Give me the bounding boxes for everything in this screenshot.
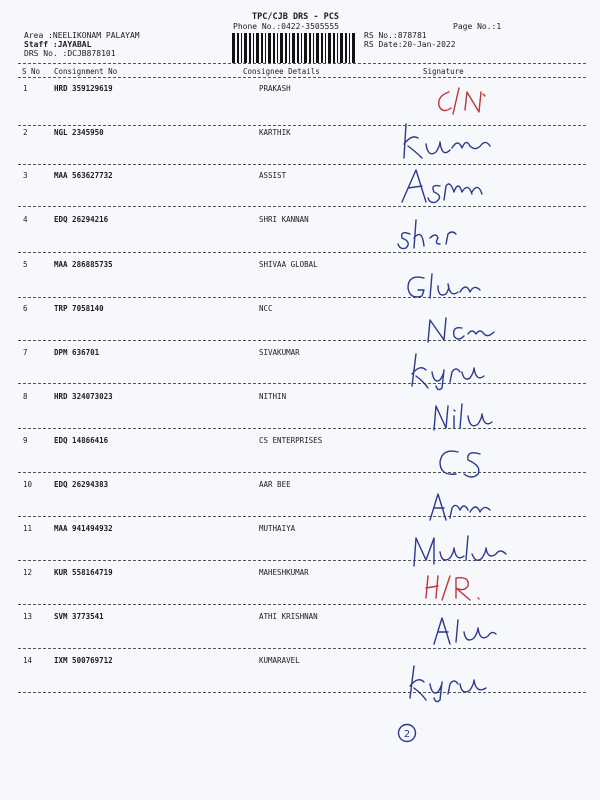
row-sno: 8 [23, 392, 28, 401]
row-consignee: SHIVAA GLOBAL [259, 260, 318, 269]
barcode-bar [244, 33, 247, 63]
row-consignment: IXM 500769712 [54, 656, 113, 665]
barcode-bar [297, 33, 299, 63]
row-consignment: KUR 558164719 [54, 568, 113, 577]
row-sno: 13 [23, 612, 33, 621]
row-consignee: AAR BEE [259, 480, 291, 489]
row-consignee: ASSIST [259, 171, 287, 180]
signature-row-4 [396, 214, 486, 254]
area-field: Area :NEELIKONAM PALAYAM [24, 31, 140, 40]
barcode-bar [340, 33, 343, 63]
row-consignment: EDQ 26294216 [54, 215, 109, 224]
row-divider [18, 472, 586, 473]
barcode-bar [232, 33, 235, 63]
divider [18, 63, 586, 64]
row-sno: 3 [23, 171, 28, 180]
barcode-bar [349, 33, 350, 63]
circled-number-stamp [396, 722, 418, 744]
barcode-bar [321, 33, 323, 63]
barcode-bar [301, 33, 302, 63]
signature-row-11 [410, 530, 510, 570]
barcode-bar [249, 33, 251, 63]
row-sno: 6 [23, 304, 28, 313]
barcode-bar [313, 33, 314, 63]
barcode-bar [352, 33, 355, 63]
rs-number: RS No.:878781 [364, 31, 427, 40]
row-sno: 2 [23, 128, 28, 137]
signature-row-6 [424, 314, 504, 344]
barcode-bar [337, 33, 338, 63]
row-divider [18, 383, 586, 384]
row-consignment: HRD 324073023 [54, 392, 113, 401]
signature-row-5 [404, 270, 494, 304]
barcode-bar [237, 33, 239, 63]
row-divider [18, 297, 586, 298]
barcode-bar [333, 33, 335, 63]
row-divider [18, 206, 586, 207]
signature-row-2 [398, 122, 498, 162]
col-header-signature: Signature [423, 67, 464, 76]
signature-row-13 [432, 614, 502, 648]
barcode-bar [253, 33, 254, 63]
col-header-consignment: Consignment No [54, 67, 118, 76]
row-consignee: MUTHAIYA [259, 524, 296, 533]
hr-red-annotation [422, 572, 492, 602]
signature-row-9 [436, 446, 496, 482]
signature-row-7 [408, 352, 498, 390]
row-consignment: DPM 636701 [54, 348, 100, 357]
row-consignee: CS ENTERPRISES [259, 436, 323, 445]
row-consignee: NITHIN [259, 392, 287, 401]
row-sno: 7 [23, 348, 28, 357]
row-consignee: PRAKASH [259, 84, 291, 93]
row-consignment: EDQ 14866416 [54, 436, 109, 445]
row-consignee: ATHI KRISHNAN [259, 612, 318, 621]
row-consignee: KARTHIK [259, 128, 291, 137]
row-sno: 10 [23, 480, 33, 489]
row-consignment: SVM 3773541 [54, 612, 104, 621]
row-consignment: HRD 359129619 [54, 84, 113, 93]
barcode-bar [304, 33, 307, 63]
barcode-bar [309, 33, 311, 63]
row-consignment: MAA 286885735 [54, 260, 113, 269]
signature-row-8 [428, 400, 508, 434]
divider [18, 77, 586, 78]
barcode-bar [268, 33, 271, 63]
signature-row-3 [398, 164, 498, 206]
drs-number: DRS No. :DCJB878101 [24, 49, 116, 58]
rs-date: RS Date:20-Jan-2022 [364, 40, 456, 49]
barcode-bar [285, 33, 287, 63]
row-consignment: NGL 2345950 [54, 128, 104, 137]
row-consignment: TRP 7058140 [54, 304, 104, 313]
barcode-bar [289, 33, 290, 63]
cn-red-annotation [435, 86, 505, 118]
barcode-bar [292, 33, 295, 63]
phone-number: Phone No.:0422-3505555 [233, 22, 339, 31]
barcode-bar [273, 33, 275, 63]
row-sno: 9 [23, 436, 28, 445]
barcode-bar [325, 33, 326, 63]
row-divider [18, 164, 586, 165]
barcode-bar [280, 33, 283, 63]
row-consignment: EDQ 26294383 [54, 480, 109, 489]
barcode-bar [316, 33, 319, 63]
row-sno: 1 [23, 84, 28, 93]
row-consignee: SIVAKUMAR [259, 348, 300, 357]
barcode [230, 33, 357, 63]
row-divider [18, 252, 586, 253]
col-header-sno: S No [22, 67, 41, 76]
barcode-bar [277, 33, 278, 63]
report-title: TPC/CJB DRS - PCS [252, 12, 339, 22]
row-sno: 5 [23, 260, 28, 269]
col-header-consignee: Consignee Details [243, 67, 320, 76]
row-divider [18, 604, 586, 605]
row-sno: 11 [23, 524, 33, 533]
barcode-bar [241, 33, 242, 63]
page-number: Page No.:1 [453, 22, 502, 31]
row-sno: 14 [23, 656, 33, 665]
row-consignee: KUMARAVEL [259, 656, 300, 665]
barcode-bar [261, 33, 263, 63]
row-consignee: NCC [259, 304, 273, 313]
barcode-bar [345, 33, 347, 63]
row-sno: 12 [23, 568, 33, 577]
barcode-bar [328, 33, 331, 63]
staff-field: Staff :JAYABAL [24, 40, 92, 49]
barcode-bar [265, 33, 266, 63]
row-divider [18, 125, 586, 126]
row-consignment: MAA 563627732 [54, 171, 113, 180]
row-sno: 4 [23, 215, 28, 224]
row-consignee: SHRI KANNAN [259, 215, 309, 224]
row-divider [18, 648, 586, 649]
row-consignment: MAA 941494932 [54, 524, 113, 533]
svg-text:2: 2 [403, 729, 411, 740]
signature-row-10 [428, 490, 508, 524]
barcode-bar [256, 33, 259, 63]
row-consignee: MAHESHKUMAR [259, 568, 309, 577]
signature-row-14 [404, 664, 504, 704]
